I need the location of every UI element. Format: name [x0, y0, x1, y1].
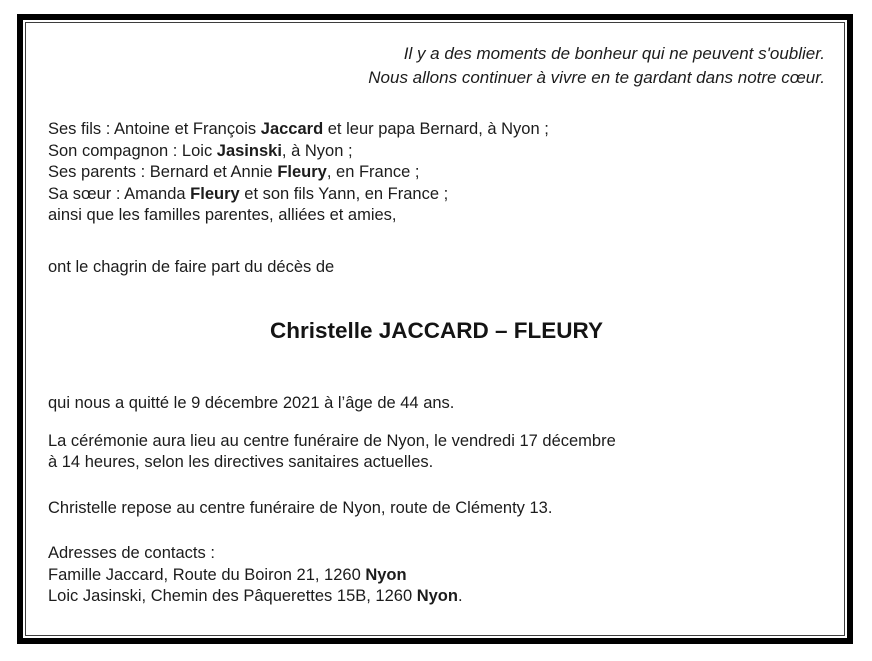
family-list [48, 119, 825, 227]
contact-addresses [48, 543, 825, 608]
deceased-name: Christelle JACCARD – FLEURY [270, 318, 603, 343]
contact-line-companion: Loic Jasinski, Chemin des Pâquerettes 15B, 1260 Nyon. [48, 587, 463, 605]
notice-inner-border [25, 22, 845, 636]
contact-line-family: Famille Jaccard, Route du Boiron 21, 1260 Nyon [48, 565, 407, 584]
notice-outer-border [17, 14, 853, 644]
death-date-line: qui nous a quitté le 9 décembre 2021 à l’âge de 44 ans. [48, 394, 455, 412]
ceremony-line-2: à 14 heures, selon les directives sanitaires actuelles. [48, 453, 434, 471]
ceremony-info [48, 431, 825, 474]
contacts-heading: Adresses de contacts : [48, 544, 215, 562]
quote-line-1: Il y a des moments de bonheur qui ne peuvent s'oublier. [403, 44, 825, 63]
family-line-sister: Sa sœur : Amanda Fleury et son fils Yann, en France ; [48, 184, 449, 203]
family-line-companion: Son compagnon : Loic Jasinski, à Nyon ; [48, 141, 353, 160]
ceremony-line-1: La cérémonie aura lieu au centre funéraire de Nyon, le vendredi 17 décembre [48, 431, 616, 450]
quote-line-2: Nous allons continuer à vivre en te gardant dans notre cœur. [368, 68, 825, 87]
family-line-parents: Ses parents : Bernard et Annie Fleury, en France ; [48, 163, 420, 181]
announcement-text: ont le chagrin de faire part du décès de [48, 257, 335, 276]
repose-line: Christelle repose au centre funéraire de Nyon, route de Clémenty 13. [48, 498, 553, 517]
memorial-quote [48, 42, 825, 90]
family-line-relatives: ainsi que les familles parentes, alliées et amies, [48, 206, 397, 224]
family-line-sons: Ses fils : Antoine et François Jaccard et leur papa Bernard, à Nyon ; [48, 120, 549, 138]
